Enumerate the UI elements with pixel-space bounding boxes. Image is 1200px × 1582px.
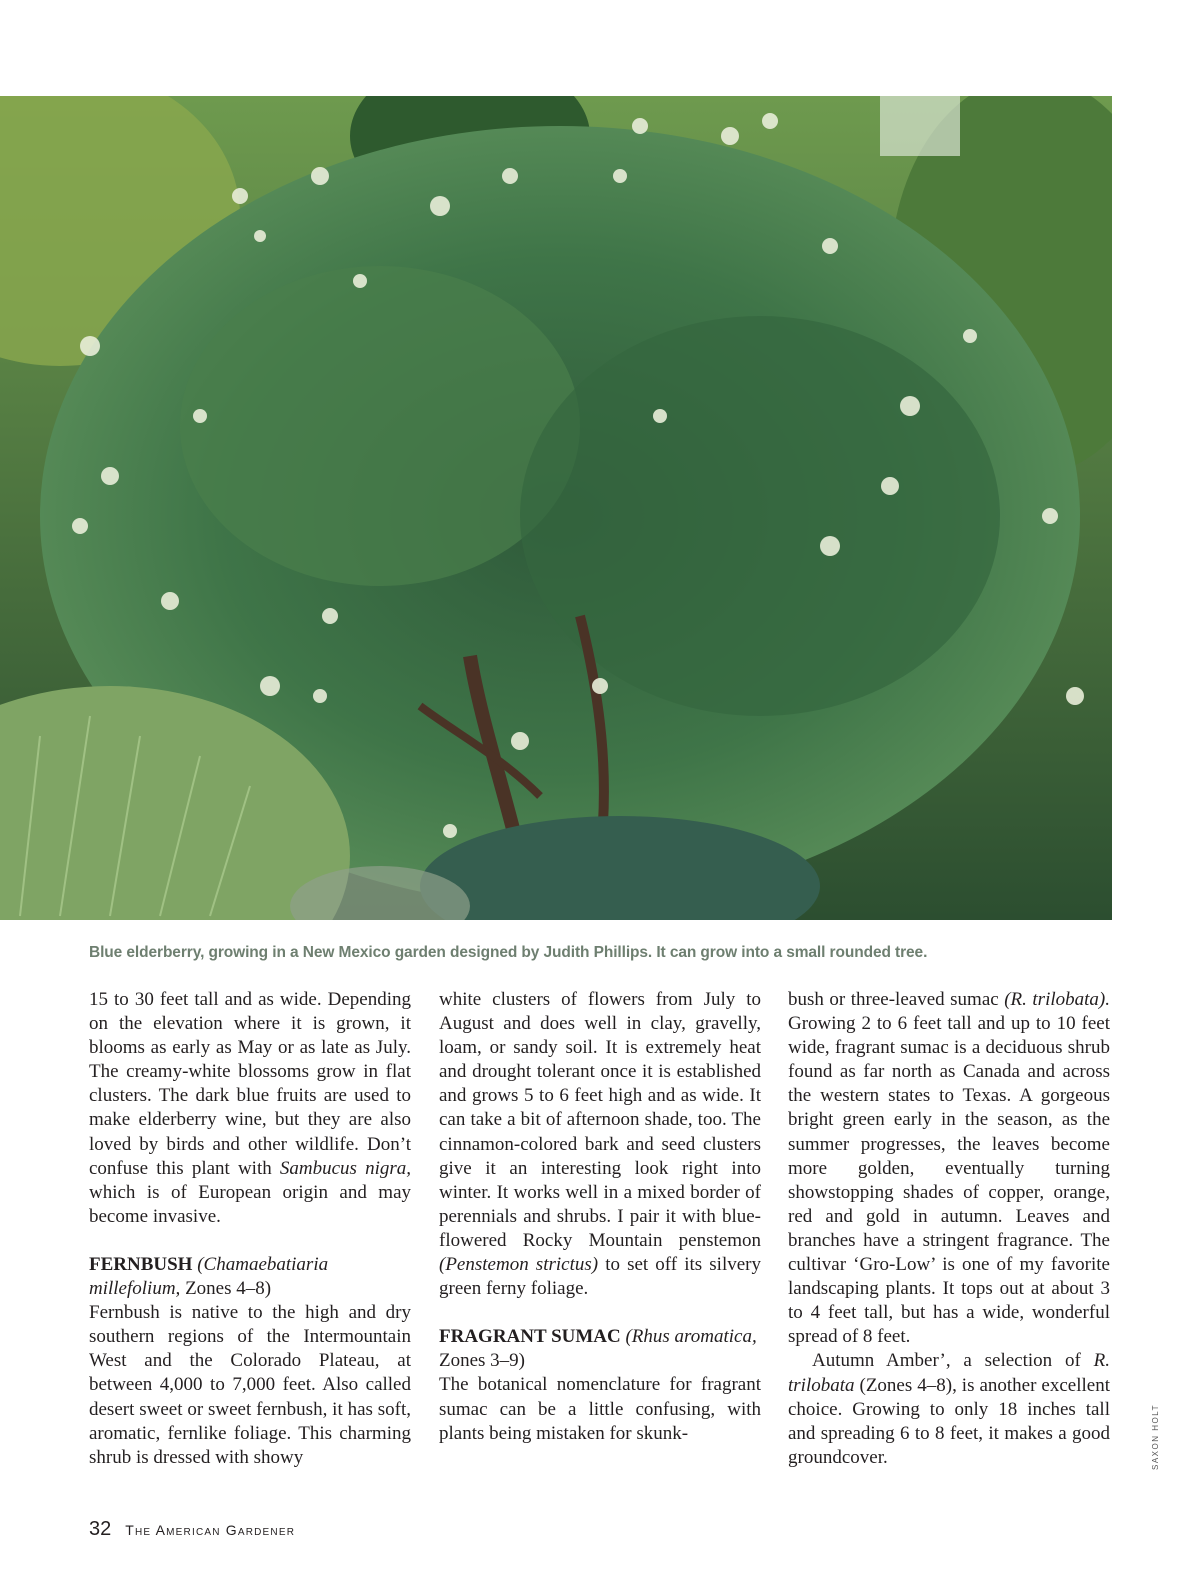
paragraph: Autumn Amber’, a selection of R. trilobata (Zones 4–8), is another excellent choice. Growing to only 18 inches tall and spreading 6 to 8 feet, it makes a good groundcover. (788, 1350, 1110, 1468)
magazine-title: The American Gardener (125, 1522, 296, 1538)
paragraph: Fernbush is native to the high and dry southern regions of the Intermountain West and the Colorado Plateau, at between 4,000 to 7,000 feet. Also called desert sweet or sweet fernbush, it has soft, aromatic, fernlike foliage. This charming shrub is dressed with showy (89, 1302, 411, 1468)
paragraph: bush or three-leaved sumac (R. trilobata). Growing 2 to 6 feet tall and up to 10 feet wide, fragrant sumac is a deciduous shrub found as far north as Canada and across the western states to Texas. A gorgeous bright green early in the season, as the summer progresses, the leaves become more golden, eventually turning showstopping shades of copper, orange, red and gold in autumn. Leaves and branches have a stringent fragrance. The cultivar ‘Gro-Low’ is one of my favorite landscaping plants. It tops out at about 3 to 4 feet tall, but has a wide, wonderful spread of 8 feet. (788, 989, 1110, 1348)
page-number: 32 (89, 1518, 112, 1540)
section-heading-fernbush: FERNBUSH (Chamaebatiaria millefolium, Zones 4–8) (89, 1253, 329, 1300)
paragraph: white clusters of flowers from July to August and does well in clay, gravelly, loam, or sandy soil. It is extremely heat and drought tolerant once it is established and grows 5 to 6 feet high and as wide. It can take a bit of afternoon shade, too. The cinnamon-colored bark and seed clusters give it an interesting look right into winter. It works well in a mixed border of perennials and shrubs. I pair it with blue-flowered Rocky Mountain penstemon (Penstemon strictus) to set off its silvery green ferny foliage. (439, 989, 761, 1300)
text-column-2 (439, 988, 761, 1446)
text-column-3 (788, 988, 1110, 1470)
paragraph: 15 to 30 feet tall and as wide. Depending on the elevation where it is grown, it blooms as early as May or as late as July. The creamy-white blossoms grow in flat clusters. The dark blue fruits are used to make elderberry wine, but they are also loved by birds and other wildlife. Don’t confuse this plant with Sambucus nigra, which is of European origin and may become invasive. (89, 989, 411, 1227)
page-footer (89, 1518, 295, 1541)
paragraph: The botanical nomenclature for fragrant sumac can be a little confusing, with plants being mistaken for skunk- (439, 1374, 761, 1444)
elderberry-photo (0, 96, 1112, 920)
section-heading-fragrant-sumac: FRAGRANT SUMAC (Rhus aromatica, Zones 3–9) (439, 1326, 757, 1372)
photo-illustration (0, 96, 1112, 920)
photo-caption: Blue elderberry, growing in a New Mexico garden designed by Judith Phillips. It can grow into a small rounded tree. (89, 944, 928, 961)
text-column-1 (89, 988, 411, 1470)
photo-credit: SAXON HOLT (1151, 1404, 1160, 1470)
